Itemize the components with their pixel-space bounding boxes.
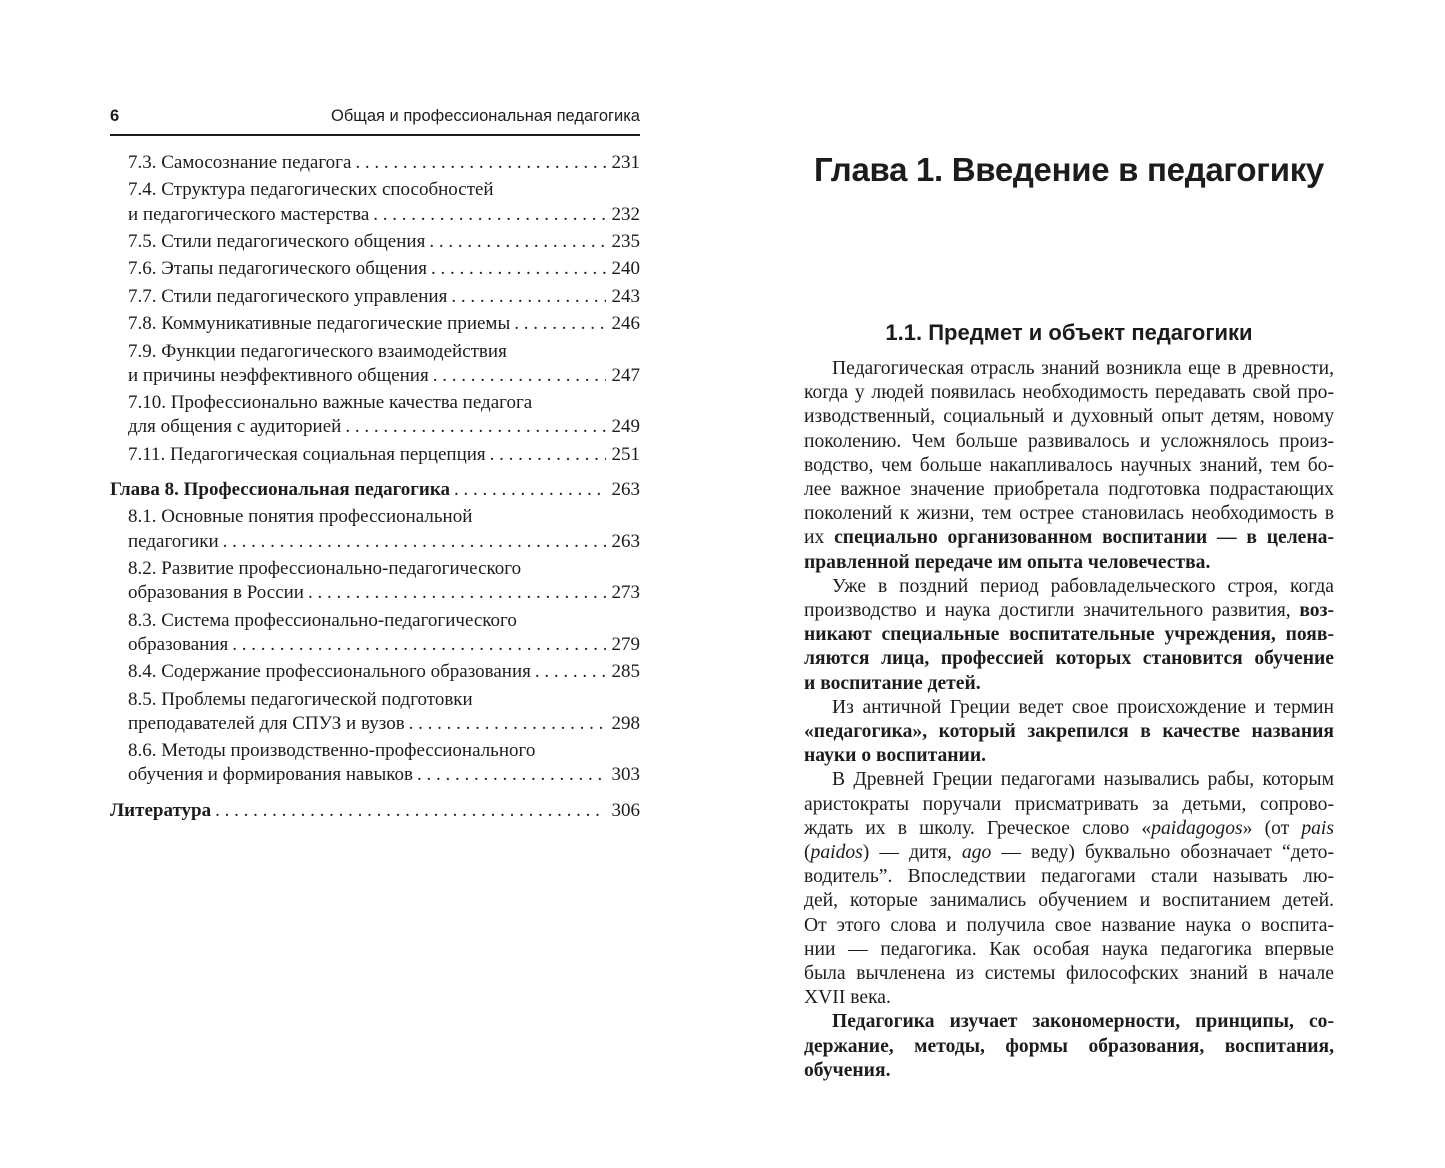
bold-text: держание, методы, формы образования, воспитания, [804, 1035, 1334, 1057]
text-line: водство, чем больше накапливалось научных знаний, тем бо- [804, 454, 1334, 476]
toc-page-number: 251 [611, 443, 640, 465]
text-run: » (от [1242, 817, 1302, 839]
toc-leader-dots [308, 581, 606, 605]
bold-text: никают специальные воспитательные учреждения, появ- [804, 624, 1334, 646]
toc-leader-dots [345, 415, 606, 439]
toc-line [128, 340, 640, 364]
toc-entry [128, 505, 640, 553]
bold-text: науки о воспитании. [804, 745, 987, 767]
toc-leader-dots [535, 660, 606, 684]
toc-entry [128, 443, 640, 467]
toc-title: 7.7. Стили педагогического управления [128, 285, 448, 307]
toc-title: 8.6. Методы производственно-профессионального [128, 740, 536, 762]
text-line: Из античной Греции ведет свое происхождение и термин [832, 696, 1334, 718]
toc-entry [128, 739, 640, 787]
text-run: — веду) буквально обозначает “дето- [991, 842, 1335, 864]
toc-leader-dots [355, 151, 606, 175]
toc-leader-dots [417, 763, 606, 787]
toc-title: Литература [110, 799, 212, 821]
bold-text: и воспитание детей. [804, 672, 981, 694]
toc-line [128, 312, 640, 336]
toc-entry [128, 312, 640, 336]
text-line: лее важное значение приобретала подготовка подрастающих [804, 479, 1334, 501]
toc-line [110, 799, 640, 823]
toc-line [128, 257, 640, 281]
toc-line [128, 633, 640, 657]
book-title: Общая и профессиональная педагогика [331, 107, 640, 125]
toc-entry [128, 340, 640, 388]
toc-chapter-entry [110, 478, 640, 502]
text-line: была вычленена из системы философских знаний в начале [804, 963, 1334, 985]
toc-line [128, 581, 640, 605]
text-line: В Древней Греции педагогами назывались рабы, которым [832, 769, 1334, 791]
right-page [804, 150, 1335, 1081]
toc-entry [128, 285, 640, 309]
toc-page-number: 249 [611, 416, 640, 438]
toc-page-number: 263 [611, 530, 640, 552]
italic-term: ago [961, 842, 992, 864]
text-line: От этого слова и получила свое название наука о воспита- [804, 914, 1334, 936]
body-text [804, 357, 1334, 1083]
toc-leader-dots [409, 712, 606, 736]
text-line: дей, которые занимались обучением и воспитанием детей. [804, 890, 1334, 912]
toc-line [128, 203, 640, 227]
toc-line [110, 478, 640, 502]
text-line: изводственный, социальный и духовный опыт детям, новому [804, 406, 1334, 428]
text-line: XVII века. [804, 987, 891, 1009]
toc-page-number: 303 [611, 764, 640, 786]
toc-title: 7.8. Коммуникативные педагогические приемы [128, 313, 511, 335]
text-line: поколений к жизни, тем острее становилась необходимость в [804, 503, 1334, 525]
text-run: их [804, 527, 835, 549]
toc-entry [128, 151, 640, 175]
text-line [804, 599, 1334, 623]
toc-entry [128, 230, 640, 254]
text-line [804, 526, 1334, 550]
toc-entry [128, 257, 640, 281]
toc-title: Глава 8. Профессиональная педагогика [110, 478, 451, 500]
text-line: когда у людей появилась необходимость передавать свой про- [804, 382, 1334, 404]
toc-title: 8.3. Система профессионально-педагогического [128, 609, 517, 631]
toc-leader-dots [232, 633, 606, 657]
toc-line [128, 443, 640, 467]
toc-leader-dots [429, 230, 606, 254]
toc-entry [128, 609, 640, 657]
toc-leader-dots [431, 257, 606, 281]
paragraph [804, 357, 1334, 575]
toc-title: и педагогического мастерства [128, 203, 370, 225]
toc-page-number: 231 [611, 152, 640, 173]
page-number: 6 [110, 107, 120, 125]
text-line: поколению. Чем больше развивалось и усложнялось произ- [804, 430, 1334, 452]
toc-page-number: 279 [611, 633, 640, 655]
toc-title: 7.6. Этапы педагогического общения [128, 258, 427, 280]
toc-line [128, 557, 640, 581]
toc-line [128, 415, 640, 439]
bold-text: правленной передаче им опыта человечества. [804, 551, 1211, 573]
toc-title: 7.11. Педагогическая социальная перцепция [128, 443, 486, 465]
toc-line [128, 609, 640, 633]
toc-line [128, 230, 640, 254]
toc-line [128, 530, 640, 554]
text-line [804, 841, 1334, 865]
text-line: Уже в поздний период рабовладельческого строя, когда [832, 575, 1334, 597]
toc-page-number: 263 [611, 478, 640, 500]
toc-page-number: 247 [611, 364, 640, 386]
left-page [110, 100, 640, 826]
toc-page-number: 235 [611, 230, 640, 252]
bold-text: воз- [1299, 600, 1334, 622]
bold-text: Педагогика изучает закономерности, принципы, со- [832, 1011, 1334, 1033]
toc-line [128, 364, 640, 388]
toc-leader-dots [490, 443, 606, 467]
toc-line [128, 688, 640, 712]
toc-line [128, 739, 640, 763]
toc-leader-dots [451, 285, 606, 309]
table-of-contents [110, 151, 640, 823]
toc-line [128, 178, 640, 202]
toc-leader-dots [373, 203, 606, 227]
toc-line [128, 151, 640, 175]
toc-title: 8.2. Развитие профессионально-педагогического [128, 557, 522, 579]
running-head [110, 100, 640, 136]
bold-text: обучения. [804, 1059, 891, 1081]
paragraph [804, 1010, 1334, 1083]
toc-title: 7.3. Самосознание педагога [128, 152, 352, 173]
section-title: 1.1. Предмет и объект педагогики [885, 320, 1253, 345]
toc-title: 7.4. Структура педагогических способностей [128, 179, 494, 201]
text-line: аристократы поручали присматривать за детьми, сопрово- [804, 793, 1334, 815]
text-line: Педагогическая отрасль знаний возникла еще в древности, [832, 358, 1334, 379]
bold-text: «педагогика», который закрепился в качестве названия [804, 721, 1334, 743]
toc-title: 7.9. Функции педагогического взаимодействия [128, 340, 507, 362]
toc-title: для общения с аудиторией [128, 416, 342, 438]
paragraph [804, 768, 1334, 1010]
toc-leader-dots [454, 478, 606, 502]
toc-entry [128, 178, 640, 226]
toc-page-number: 246 [611, 313, 640, 335]
toc-chapter-entry [110, 799, 640, 823]
toc-title: образования в России [128, 582, 304, 604]
paragraph [804, 696, 1334, 769]
toc-line [128, 712, 640, 736]
toc-leader-dots [223, 530, 606, 554]
toc-leader-dots [433, 364, 606, 388]
toc-title: 8.1. Основные понятия профессиональной [128, 506, 473, 528]
text-run: ждать их в школу. Греческое слово « [804, 817, 1152, 839]
text-run: ( [804, 842, 811, 864]
text-line: нии — педагогика. Как особая наука педагогика впервые [804, 938, 1334, 960]
toc-entry [128, 557, 640, 605]
toc-title: 8.5. Проблемы педагогической подготовки [128, 688, 473, 710]
toc-line [128, 660, 640, 684]
toc-title: 7.5. Стили педагогического общения [128, 230, 426, 252]
toc-line [128, 391, 640, 415]
toc-entry [128, 660, 640, 684]
toc-title: обучения и формирования навыков [128, 764, 413, 786]
toc-line [128, 763, 640, 787]
toc-title: педагогики [128, 530, 219, 552]
toc-title: 8.4. Содержание профессионального образования [128, 661, 531, 683]
bold-text: специально организованном воспитании — в целена- [834, 527, 1334, 549]
toc-leader-dots [215, 799, 606, 823]
toc-title: и причины неэффективного общения [128, 364, 429, 386]
toc-page-number: 306 [611, 799, 640, 821]
text-run: ) — дитя, [862, 842, 962, 864]
toc-title: преподавателей для СПУЗ и вузов [128, 712, 405, 734]
toc-title: 7.10. Профессионально важные качества педагога [128, 392, 533, 414]
toc-line [128, 285, 640, 309]
italic-term: paidos [810, 842, 863, 864]
toc-page-number: 240 [611, 258, 640, 280]
toc-title: образования [128, 633, 229, 655]
toc-page-number: 273 [611, 582, 640, 604]
text-line [804, 817, 1334, 841]
chapter-title: Глава 1. Введение в педагогику [814, 151, 1324, 188]
toc-page-number: 285 [611, 661, 640, 683]
bold-text: ляются лица, профессией которых становится обучение [804, 648, 1334, 670]
toc-page-number: 298 [611, 712, 640, 734]
toc-line [128, 505, 640, 529]
italic-term: pais [1301, 817, 1334, 839]
toc-leader-dots [514, 312, 606, 336]
italic-term: paidagogos [1151, 817, 1243, 839]
toc-page-number: 232 [611, 203, 640, 225]
toc-entry [128, 391, 640, 439]
toc-page-number: 243 [611, 285, 640, 307]
toc-entry [128, 688, 640, 736]
text-line: водитель”. Впоследствии педагогами стали называть лю- [804, 866, 1334, 888]
text-run: производство и наука достигли значительного развития, [804, 600, 1300, 622]
paragraph [804, 575, 1334, 696]
